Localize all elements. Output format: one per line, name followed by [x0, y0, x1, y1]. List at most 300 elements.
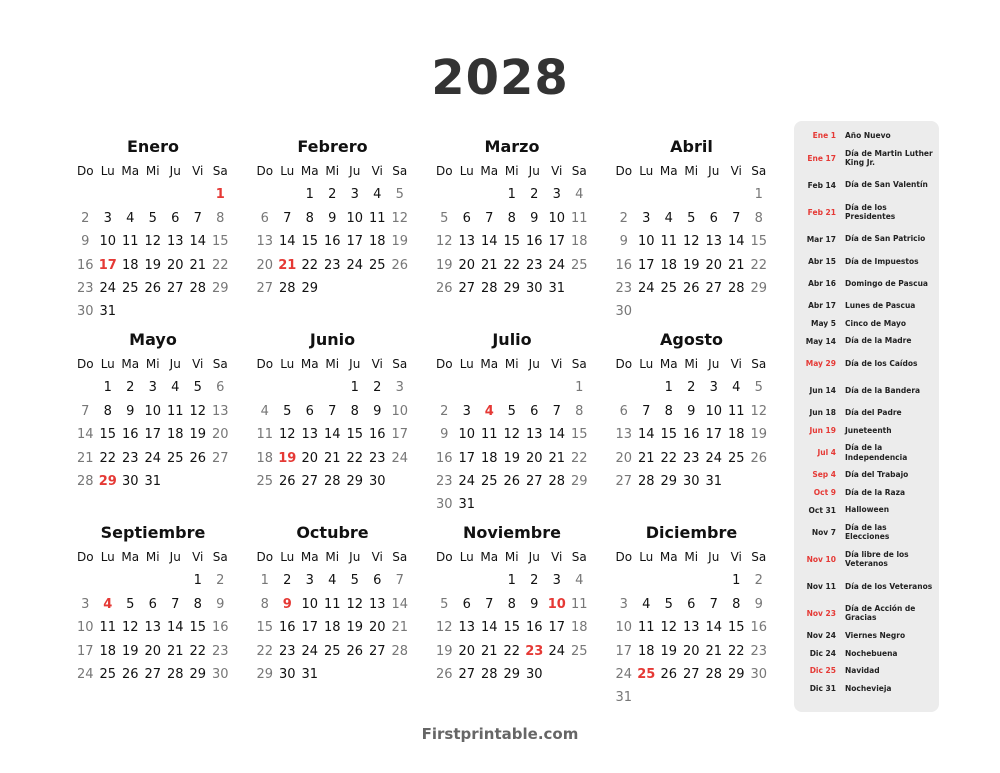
day-cell: 28 [391, 643, 409, 659]
day-cell: 24 [548, 257, 566, 273]
holiday-name: Lunes de Pascua [845, 301, 916, 311]
day-cell: 12 [435, 234, 453, 250]
day-cell: 5 [440, 210, 449, 226]
day-cell: 2 [216, 573, 225, 589]
day-cell: 25 [256, 473, 274, 489]
footer-brand: Firstprintable.com [421, 725, 579, 743]
day-cell: 7 [283, 210, 292, 226]
holiday-name: Halloween [845, 505, 890, 515]
day-cell: 7 [709, 596, 718, 612]
day-grid [613, 546, 771, 710]
holiday-name: Día de la Madre [845, 336, 912, 346]
holiday-item [794, 404, 939, 422]
holiday-date: Nov 23 [806, 608, 836, 618]
empty-cell [433, 376, 456, 399]
day-cell: 7 [81, 403, 90, 419]
empty-cell [501, 376, 524, 399]
weekday-header: Ju [349, 550, 361, 564]
day-cell: 1 [575, 380, 584, 396]
day-cell: 4 [642, 596, 651, 612]
day-cell: 8 [103, 403, 112, 419]
day-cell: 8 [575, 403, 584, 419]
day-cell: 25 [570, 257, 588, 273]
day-cell: 16 [76, 257, 94, 273]
day-cell: 20 [682, 643, 700, 659]
day-cell: 11 [323, 596, 341, 612]
day-cell: 28 [323, 473, 341, 489]
day-cell: 13 [458, 234, 476, 250]
day-cell: 13 [166, 234, 184, 250]
day-cell: 29 [660, 473, 678, 489]
day-cell: 15 [503, 234, 521, 250]
day-cell: 7 [642, 403, 651, 419]
weekday-header: Mi [504, 357, 519, 371]
day-cell: 16 [525, 234, 543, 250]
empty-cell [478, 376, 501, 399]
day-cell: 27 [301, 473, 319, 489]
day-cell: 8 [754, 210, 763, 226]
month-febrero [254, 136, 412, 300]
empty-cell [164, 183, 187, 206]
weekday-header: Do [435, 357, 453, 371]
day-cell: 2 [440, 403, 449, 419]
weekday-header: Ma [121, 550, 140, 564]
empty-cell [703, 183, 726, 206]
month-name: Abril [670, 137, 713, 156]
day-cell: 17 [548, 620, 566, 636]
day-cell: 12 [503, 427, 521, 443]
day-cell: 25 [121, 280, 139, 296]
weekday-header: Ma [480, 357, 499, 371]
weekday-header: Vi [192, 550, 204, 564]
empty-cell [635, 569, 658, 592]
day-grid [433, 546, 591, 686]
holiday-list [794, 121, 939, 697]
weekday-header: Ju [169, 164, 181, 178]
day-cell: 31 [301, 666, 319, 682]
day-cell: 8 [260, 596, 269, 612]
day-cell: 6 [373, 573, 382, 589]
day-cell: 31 [144, 473, 162, 489]
day-cell: 29 [503, 280, 521, 296]
weekday-header: Ju [169, 357, 181, 371]
day-cell: 5 [350, 573, 359, 589]
day-cell: 23 [368, 450, 386, 466]
weekday-header: Do [435, 550, 453, 564]
day-cell: 3 [642, 210, 651, 226]
holiday-name: Día de la Raza [845, 487, 906, 497]
day-cell: 14 [705, 620, 723, 636]
holiday-name: Día de la Independencia [845, 443, 908, 462]
holiday-name: Día de San Valentín [845, 180, 928, 190]
day-cell: 8 [732, 596, 741, 612]
day-cell: 14 [323, 427, 341, 443]
day-cell: 20 [256, 257, 274, 273]
holiday-item [794, 573, 939, 600]
day-cell: 5 [754, 380, 763, 396]
day-cell: 4 [732, 380, 741, 396]
day-cell: 10 [144, 403, 162, 419]
day-cell: 6 [305, 403, 314, 419]
day-cell: 26 [660, 666, 678, 682]
holiday-date: Mar 17 [806, 234, 836, 244]
day-cell: 28 [278, 280, 296, 296]
empty-cell [74, 183, 97, 206]
month-name: Noviembre [462, 523, 561, 542]
day-grid [433, 160, 591, 300]
month-name: Febrero [297, 137, 368, 156]
day-cell: 27 [458, 666, 476, 682]
weekday-header: Do [615, 357, 633, 371]
day-cell: 12 [435, 620, 453, 636]
day-cell: 22 [503, 643, 521, 659]
day-cell: 21 [705, 643, 723, 659]
holiday-date: Jun 18 [809, 408, 836, 418]
day-cell: 9 [126, 403, 135, 419]
day-cell: 15 [346, 427, 364, 443]
weekday-header: Lu [280, 164, 295, 178]
day-cell: 22 [727, 643, 745, 659]
holiday-date: Dic 31 [809, 684, 836, 694]
holiday-name: Juneteenth [845, 425, 892, 435]
month-name: Julio [492, 330, 532, 349]
day-cell: 10 [615, 620, 633, 636]
day-cell: 11 [256, 427, 274, 443]
day-cell: 22 [346, 450, 364, 466]
day-cell: 2 [328, 187, 337, 203]
weekday-header: Vi [730, 357, 742, 371]
day-cell: 8 [664, 403, 673, 419]
empty-cell [613, 183, 636, 206]
holiday-name: Día del Trabajo [845, 470, 909, 480]
empty-cell [658, 183, 681, 206]
day-cell: 12 [346, 596, 364, 612]
day-cell: 21 [76, 450, 94, 466]
day-cell: 18 [166, 427, 184, 443]
day-cell: 18 [99, 643, 117, 659]
holiday-name: Día de los Veteranos [845, 581, 933, 591]
day-cell: 19 [391, 234, 409, 250]
holiday-item [794, 627, 939, 645]
weekday-header: Lu [280, 357, 295, 371]
day-cell: 10 [301, 596, 319, 612]
day-cell: 13 [615, 427, 633, 443]
holiday-name: Viernes Negro [845, 631, 906, 641]
day-cell: 14 [166, 620, 184, 636]
day-cell: 14 [391, 596, 409, 612]
month-agosto [613, 329, 771, 493]
day-cell: 28 [727, 280, 745, 296]
day-cell: 31 [615, 690, 633, 706]
holiday-name: Cinco de Mayo [845, 318, 907, 328]
day-cell: 2 [373, 380, 382, 396]
holiday-item [794, 350, 939, 377]
month-diciembre [613, 522, 771, 710]
day-cell: 16 [750, 620, 768, 636]
weekday-header: Ma [480, 550, 499, 564]
weekday-header: Ju [528, 164, 540, 178]
holiday-date: Ene 17 [807, 153, 836, 163]
day-cell: 26 [144, 280, 162, 296]
weekday-header: Sa [392, 357, 408, 371]
day-cell: 19 [682, 257, 700, 273]
empty-cell [613, 569, 636, 592]
holiday-date: May 5 [810, 319, 836, 329]
day-cell: 9 [440, 427, 449, 443]
day-grid [613, 353, 771, 493]
day-cell: 30 [76, 304, 94, 320]
day-cell: 5 [440, 596, 449, 612]
day-cell: 9 [530, 596, 539, 612]
day-cell: 13 [368, 596, 386, 612]
holiday-panel [794, 121, 939, 712]
day-cell: 8 [193, 596, 202, 612]
empty-cell [456, 183, 479, 206]
day-cell: 18 [660, 257, 678, 273]
day-cell: 19 [346, 620, 364, 636]
day-cell: 20 [144, 643, 162, 659]
day-cell: 8 [507, 596, 516, 612]
empty-cell [635, 183, 658, 206]
day-cell: 5 [148, 210, 157, 226]
day-cell: 23 [323, 257, 341, 273]
day-cell: 3 [103, 210, 112, 226]
day-cell: 11 [166, 403, 184, 419]
empty-cell [321, 376, 344, 399]
day-cell: 27 [211, 450, 229, 466]
day-cell: 16 [615, 257, 633, 273]
empty-cell [456, 569, 479, 592]
day-cell: 19 [278, 450, 297, 466]
day-cell: 24 [76, 666, 94, 682]
day-cell: 6 [709, 210, 718, 226]
day-cell: 12 [121, 620, 139, 636]
year-title: 2028 [431, 50, 569, 106]
day-cell: 18 [323, 620, 341, 636]
day-cell: 17 [615, 643, 633, 659]
month-mayo [74, 329, 232, 493]
weekday-header: Mi [504, 550, 519, 564]
weekday-header: Lu [100, 164, 115, 178]
weekday-header: Ju [349, 357, 361, 371]
weekday-header: Ju [528, 550, 540, 564]
day-cell: 6 [687, 596, 696, 612]
day-cell: 27 [144, 666, 162, 682]
day-cell: 21 [480, 643, 498, 659]
weekday-header: Do [76, 550, 94, 564]
holiday-name: Navidad [845, 666, 880, 676]
weekday-header: Sa [571, 164, 587, 178]
empty-cell [635, 376, 658, 399]
weekday-header: Do [256, 357, 274, 371]
weekday-header: Vi [551, 550, 563, 564]
day-cell: 16 [323, 234, 341, 250]
day-cell: 15 [211, 234, 229, 250]
day-cell: 5 [664, 596, 673, 612]
day-cell: 23 [121, 450, 139, 466]
holiday-item [794, 253, 939, 271]
day-cell: 13 [458, 620, 476, 636]
weekday-header: Vi [192, 164, 204, 178]
weekday-header: Mi [684, 357, 699, 371]
weekday-header: Mi [325, 357, 340, 371]
day-cell: 26 [682, 280, 700, 296]
day-cell: 23 [615, 280, 633, 296]
day-cell: 27 [256, 280, 274, 296]
day-cell: 9 [530, 210, 539, 226]
day-cell: 20 [615, 450, 633, 466]
day-cell: 22 [660, 450, 678, 466]
day-cell: 10 [76, 620, 94, 636]
empty-cell [119, 183, 142, 206]
day-cell: 28 [189, 280, 207, 296]
day-cell: 3 [552, 187, 561, 203]
day-cell: 19 [660, 643, 678, 659]
holiday-item [794, 484, 939, 502]
weekday-header: Ma [300, 550, 319, 564]
day-cell: 23 [525, 257, 543, 273]
day-cell: 3 [552, 573, 561, 589]
weekday-header: Lu [280, 550, 295, 564]
holiday-date: Abr 17 [808, 301, 836, 311]
day-cell: 18 [368, 234, 386, 250]
day-cell: 21 [727, 257, 745, 273]
weekday-header: Do [76, 357, 94, 371]
day-cell: 9 [687, 403, 696, 419]
day-cell: 10 [391, 403, 409, 419]
day-grid [254, 160, 412, 300]
holiday-name: Día del Padre [845, 408, 902, 418]
day-cell: 7 [485, 210, 494, 226]
empty-cell [478, 569, 501, 592]
day-cell: 7 [485, 596, 494, 612]
day-cell: 1 [664, 380, 673, 396]
day-cell: 16 [121, 427, 139, 443]
day-cell: 25 [660, 280, 678, 296]
month-marzo [433, 136, 591, 300]
empty-cell [97, 183, 120, 206]
weekday-header: Mi [325, 164, 340, 178]
day-cell: 26 [278, 473, 296, 489]
day-cell: 22 [503, 257, 521, 273]
holiday-item [794, 501, 939, 519]
holiday-date: Nov 11 [806, 581, 836, 591]
day-cell: 10 [705, 403, 723, 419]
holiday-item [794, 199, 939, 226]
day-cell: 24 [705, 450, 723, 466]
day-cell: 15 [99, 427, 117, 443]
weekday-header: Sa [571, 357, 587, 371]
day-cell: 1 [215, 187, 225, 203]
day-cell: 18 [570, 234, 588, 250]
weekday-header: Ma [300, 357, 319, 371]
day-cell: 19 [121, 643, 139, 659]
day-cell: 4 [328, 573, 337, 589]
day-cell: 28 [166, 666, 184, 682]
month-octubre [254, 522, 412, 686]
day-cell: 11 [99, 620, 117, 636]
day-cell: 25 [368, 257, 386, 273]
day-cell: 23 [278, 643, 296, 659]
holiday-item [794, 127, 939, 145]
day-cell: 31 [458, 497, 476, 513]
day-cell: 9 [81, 234, 90, 250]
months-grid [74, 136, 774, 716]
day-cell: 13 [301, 427, 319, 443]
day-cell: 8 [350, 403, 359, 419]
day-cell: 18 [637, 643, 655, 659]
month-enero [74, 136, 232, 324]
weekday-header: Sa [751, 164, 767, 178]
day-cell: 7 [732, 210, 741, 226]
day-cell: 12 [278, 427, 296, 443]
holiday-name: Nochebuena [845, 648, 898, 658]
day-cell: 9 [328, 210, 337, 226]
day-cell: 21 [166, 643, 184, 659]
day-cell: 10 [346, 210, 364, 226]
day-cell: 24 [144, 450, 162, 466]
day-cell: 10 [458, 427, 476, 443]
day-cell: 29 [727, 666, 745, 682]
day-cell: 25 [323, 643, 341, 659]
holiday-date: May 14 [805, 336, 836, 346]
day-cell: 3 [81, 596, 90, 612]
day-cell: 30 [211, 666, 229, 682]
day-cell: 2 [126, 380, 135, 396]
day-cell: 27 [525, 473, 543, 489]
weekday-header: Sa [751, 357, 767, 371]
month-name: Enero [126, 137, 180, 156]
holiday-item [794, 466, 939, 484]
holiday-item [794, 226, 939, 253]
day-cell: 11 [660, 234, 678, 250]
day-cell: 18 [480, 450, 498, 466]
day-cell: 1 [754, 187, 763, 203]
day-cell: 3 [395, 380, 404, 396]
holiday-date: Feb 14 [807, 180, 836, 190]
day-cell: 28 [705, 666, 723, 682]
holiday-date: Abr 15 [808, 256, 836, 266]
day-cell: 2 [530, 187, 539, 203]
day-cell: 18 [570, 620, 588, 636]
day-cell: 30 [682, 473, 700, 489]
day-cell: 8 [305, 210, 314, 226]
day-cell: 20 [525, 450, 543, 466]
day-cell: 12 [144, 234, 162, 250]
day-cell: 1 [193, 573, 202, 589]
day-grid [613, 160, 771, 324]
day-cell: 26 [121, 666, 139, 682]
empty-cell [142, 183, 165, 206]
day-cell: 3 [305, 573, 314, 589]
day-cell: 22 [211, 257, 229, 273]
day-cell: 14 [727, 234, 745, 250]
day-cell: 24 [615, 666, 633, 682]
day-cell: 12 [660, 620, 678, 636]
month-name: Marzo [484, 137, 540, 156]
weekday-header: Lu [459, 164, 474, 178]
empty-cell [433, 569, 456, 592]
day-cell: 24 [548, 643, 566, 659]
weekday-header: Vi [730, 550, 742, 564]
day-cell: 13 [211, 403, 229, 419]
empty-cell [456, 376, 479, 399]
day-cell: 17 [76, 643, 94, 659]
day-cell: 5 [395, 187, 404, 203]
day-cell: 14 [76, 427, 94, 443]
day-cell: 8 [507, 210, 516, 226]
empty-cell [142, 569, 165, 592]
